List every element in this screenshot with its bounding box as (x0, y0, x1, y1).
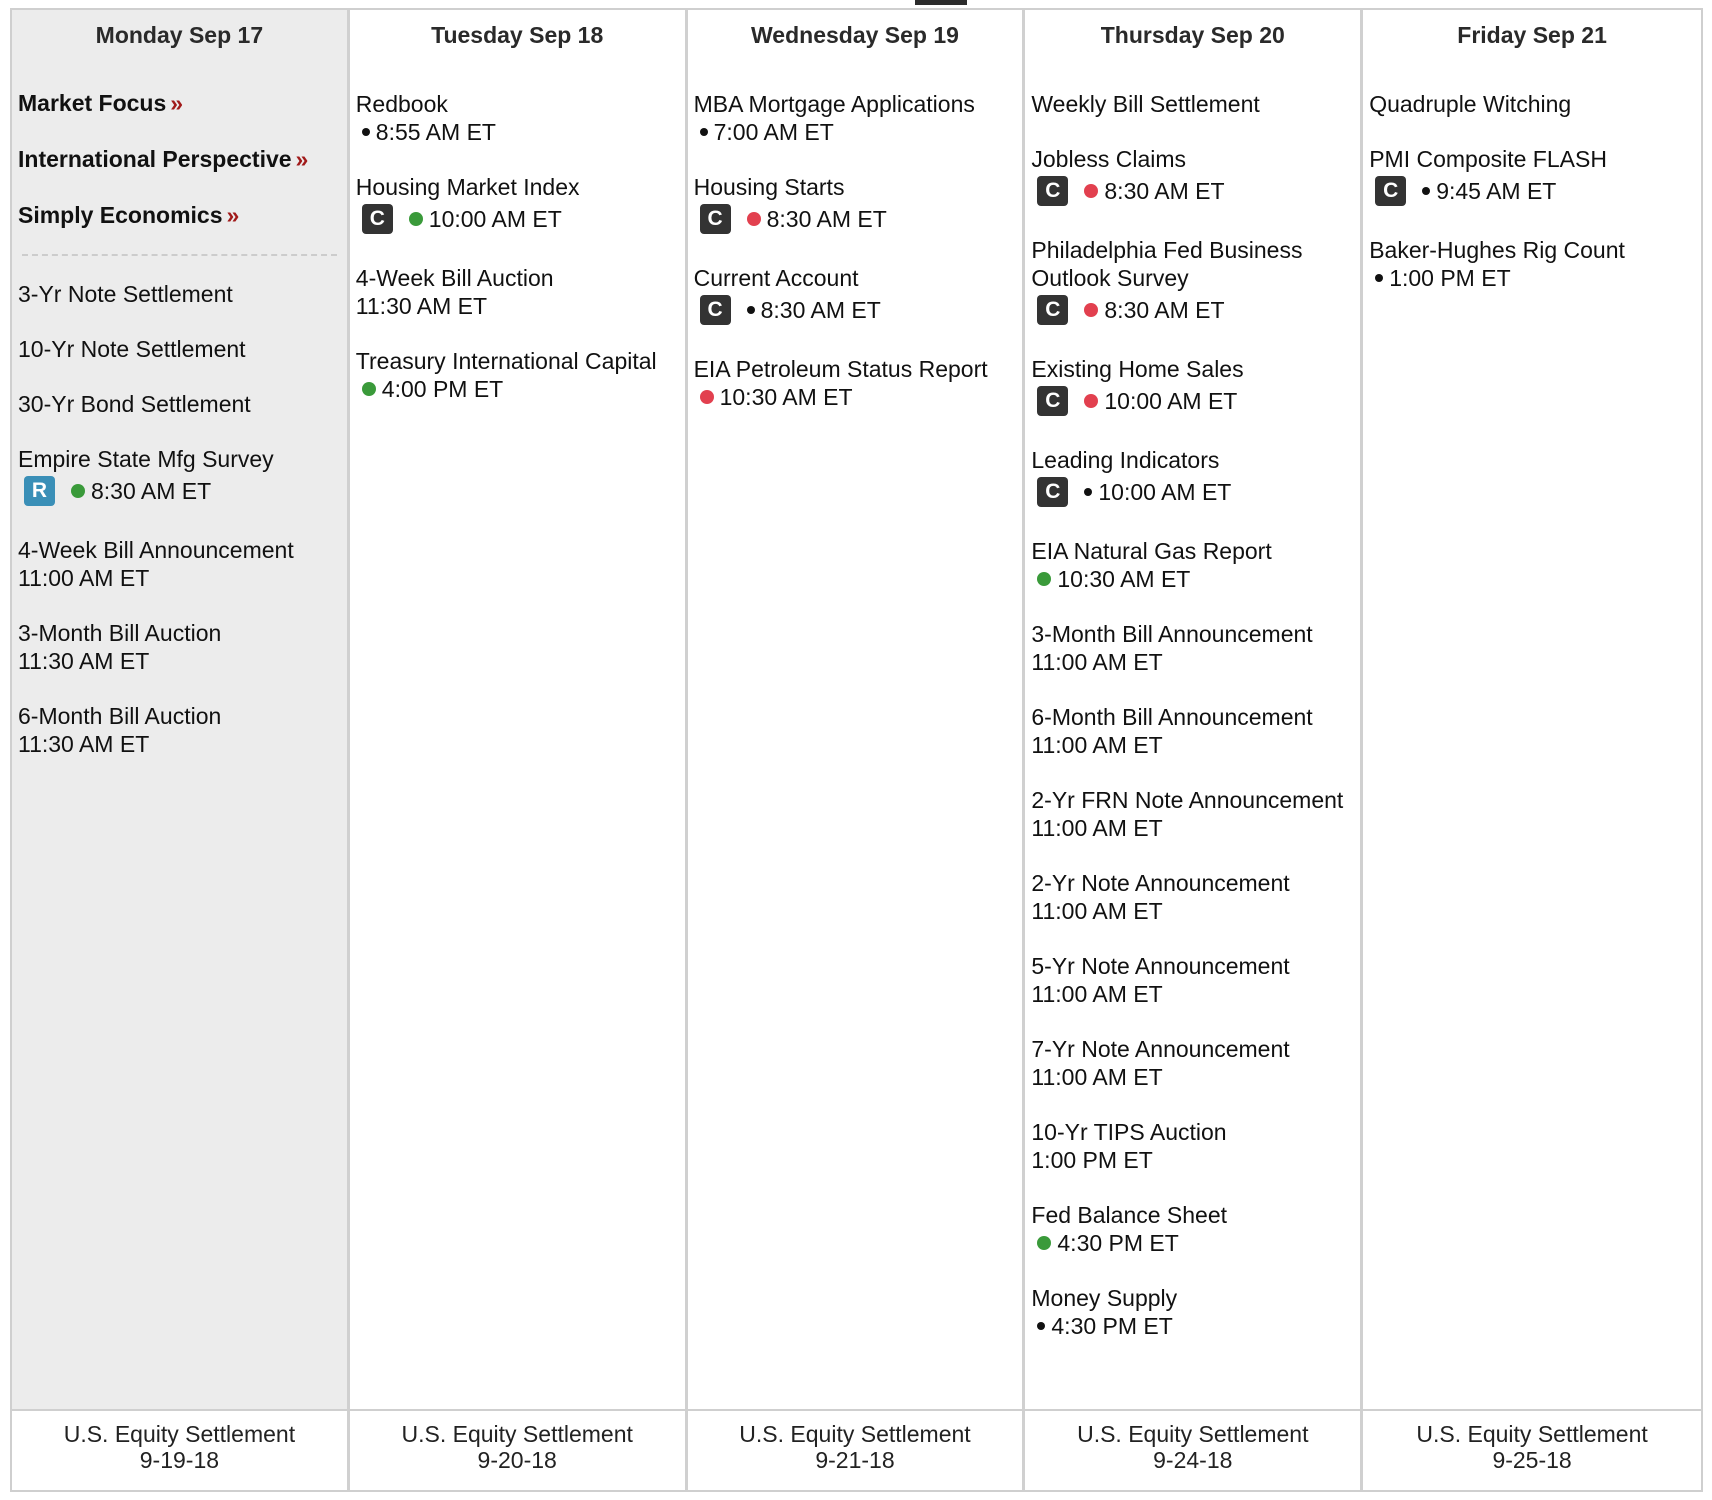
event-time: 10:30 AM ET (719, 384, 853, 410)
calendar-event (1031, 236, 1354, 328)
event-name-link[interactable]: Housing Market Index (355, 174, 580, 200)
calendar-event (694, 90, 1017, 146)
settlement-date: 9-19-18 (139, 1447, 220, 1474)
day-column (350, 10, 688, 1409)
event-time: 10:00 AM ET (1104, 388, 1238, 414)
calendar-event (1031, 90, 1354, 118)
event-time-line (1031, 1146, 1354, 1174)
consensus-badge-icon[interactable]: C (1037, 386, 1068, 416)
event-time-line (1031, 980, 1354, 1008)
event-time: 1:00 PM ET (1389, 265, 1511, 291)
event-time-line (18, 730, 341, 758)
consensus-badge-icon[interactable]: C (1037, 477, 1068, 507)
calendar-body (12, 10, 1701, 1409)
event-time: 1:00 PM ET (1031, 1147, 1153, 1173)
event-time-line (694, 292, 1017, 328)
event-name-link[interactable]: Baker-Hughes Rig Count (1369, 237, 1625, 263)
event-name-link[interactable]: 6-Month Bill Auction (18, 703, 222, 729)
calendar-event (694, 355, 1017, 411)
green-dot-icon (1037, 1236, 1051, 1250)
day-header: Wednesday Sep 19 (751, 22, 959, 48)
event-list (18, 280, 341, 758)
event-time-line (1031, 173, 1354, 209)
event-name-link[interactable]: 3-Yr Note Settlement (18, 281, 233, 307)
event-name-link[interactable]: 4-Week Bill Announcement (18, 537, 294, 563)
event-time: 4:30 PM ET (1051, 1313, 1173, 1339)
consensus-badge-icon[interactable]: C (1375, 176, 1406, 206)
event-time-line (1031, 648, 1354, 676)
event-time-line (356, 292, 679, 320)
focus-link-label: International Perspective (18, 146, 292, 172)
event-name-link[interactable]: 6-Month Bill Announcement (1031, 704, 1313, 730)
black-dot-icon (1375, 274, 1383, 282)
green-dot-icon (71, 484, 85, 498)
calendar-event (356, 264, 679, 320)
settlement-label: U.S. Equity Settlement (401, 1421, 633, 1448)
event-name-link[interactable]: 2-Yr Note Announcement (1031, 870, 1290, 896)
event-name-link[interactable]: EIA Petroleum Status Report (693, 356, 988, 382)
divider (22, 254, 337, 256)
calendar-event (18, 619, 341, 675)
calendar-event (18, 536, 341, 592)
green-dot-icon (409, 212, 423, 226)
event-name-link[interactable]: 4-Week Bill Auction (355, 265, 554, 291)
event-time: 8:30 AM ET (1104, 178, 1225, 204)
event-name-link[interactable]: Current Account (693, 265, 859, 291)
event-time: 4:30 PM ET (1057, 1230, 1179, 1256)
focus-link-label: Market Focus (18, 90, 167, 116)
settlement-label: U.S. Equity Settlement (63, 1421, 296, 1448)
event-time-line (1369, 264, 1695, 292)
red-dot-icon (1084, 184, 1098, 198)
event-time-line (1031, 1312, 1354, 1340)
event-time: 11:00 AM ET (1031, 732, 1163, 758)
calendar-event (18, 445, 341, 509)
event-name-link[interactable]: Philadelphia Fed Business Outlook Survey (1031, 237, 1303, 291)
black-dot-icon (1037, 1322, 1045, 1330)
calendar-event (1031, 446, 1354, 510)
event-time: 11:00 AM ET (1031, 649, 1163, 675)
event-time-line (1031, 292, 1354, 328)
event-name-link[interactable]: Quadruple Witching (1369, 91, 1572, 117)
event-name-link[interactable]: 10-Yr TIPS Auction (1031, 1119, 1227, 1145)
day-header: Monday Sep 17 (95, 22, 264, 48)
event-name-link[interactable]: Fed Balance Sheet (1031, 1202, 1228, 1228)
day-header: Thursday Sep 20 (1100, 22, 1285, 48)
event-list (1369, 90, 1695, 292)
green-dot-icon (362, 382, 376, 396)
calendar-event (18, 335, 341, 363)
event-name-link[interactable]: 3-Month Bill Auction (18, 620, 222, 646)
event-time: 8:30 AM ET (766, 206, 887, 232)
event-time-line (18, 647, 341, 675)
day-column (12, 10, 350, 1409)
calendar-event (1031, 620, 1354, 676)
day-column (1363, 10, 1701, 1409)
red-dot-icon (1084, 394, 1098, 408)
event-time-line (18, 564, 341, 592)
event-name-link[interactable]: Treasury International Capital (355, 348, 657, 374)
calendar-event (1031, 1118, 1354, 1174)
event-name-link[interactable]: MBA Mortgage Applications (693, 91, 975, 117)
economic-calendar-week (10, 8, 1703, 1492)
calendar-event (1031, 786, 1354, 842)
event-time: 11:30 AM ET (18, 731, 150, 757)
consensus-badge-icon[interactable]: C (1037, 176, 1068, 206)
settlement-footer-cell (688, 1411, 1026, 1490)
event-name-link[interactable]: Empire State Mfg Survey (18, 446, 274, 472)
settlement-footer-cell (1025, 1411, 1363, 1490)
black-dot-icon (1422, 187, 1430, 195)
black-dot-icon (747, 306, 755, 314)
event-time: 8:30 AM ET (1104, 297, 1225, 323)
settlement-footer-cell (1363, 1411, 1701, 1490)
event-time: 11:00 AM ET (1031, 898, 1163, 924)
calendar-event (1369, 236, 1695, 292)
calendar-event (1369, 90, 1695, 118)
calendar-event (356, 347, 679, 403)
calendar-event (1031, 537, 1354, 593)
event-time-line (694, 201, 1017, 237)
settlement-footer-cell (12, 1411, 350, 1490)
event-name-link[interactable]: 30-Yr Bond Settlement (18, 391, 251, 417)
event-name-link[interactable]: EIA Natural Gas Report (1031, 538, 1272, 564)
black-dot-icon (700, 128, 708, 136)
settlement-label: U.S. Equity Settlement (1416, 1421, 1648, 1448)
event-name-link[interactable]: 5-Yr Note Announcement (1031, 953, 1290, 979)
top-tab-indicator (915, 0, 967, 5)
double-chevron-right-icon: » (295, 146, 309, 172)
event-name-link[interactable]: Weekly Bill Settlement (1031, 91, 1260, 117)
event-time: 11:00 AM ET (18, 565, 150, 591)
calendar-event (1031, 1201, 1354, 1257)
black-dot-icon (362, 128, 370, 136)
event-time: 8:30 AM ET (760, 297, 881, 323)
event-time: 9:45 AM ET (1436, 178, 1557, 204)
focus-link-label: Simply Economics (18, 202, 223, 228)
calendar-event (1031, 952, 1354, 1008)
event-name-link[interactable]: Jobless Claims (1031, 146, 1187, 172)
event-name-link[interactable]: 10-Yr Note Settlement (18, 336, 246, 362)
event-name-link[interactable]: 7-Yr Note Announcement (1031, 1036, 1290, 1062)
event-time-line (1369, 173, 1695, 209)
settlement-date: 9-25-18 (1492, 1447, 1572, 1474)
event-time-line (1031, 474, 1354, 510)
event-time-line (1031, 1229, 1354, 1257)
event-time-line (694, 383, 1017, 411)
settlement-label: U.S. Equity Settlement (1077, 1421, 1309, 1448)
calendar-event (18, 280, 341, 308)
calendar-event (694, 173, 1017, 237)
event-time: 8:55 AM ET (375, 119, 496, 145)
focus-links (18, 90, 341, 229)
event-time-line (18, 473, 341, 509)
calendar-footer (12, 1409, 1701, 1490)
day-column (688, 10, 1026, 1409)
event-name-link[interactable]: Existing Home Sales (1031, 356, 1244, 382)
calendar-event (1031, 1284, 1354, 1340)
consensus-badge-icon[interactable]: C (700, 295, 731, 325)
event-time: 11:00 AM ET (1031, 981, 1163, 1007)
calendar-event (694, 264, 1017, 328)
event-time: 10:00 AM ET (1098, 479, 1232, 505)
event-list (356, 90, 679, 403)
settlement-date: 9-24-18 (1153, 1447, 1233, 1474)
event-name-link[interactable]: Housing Starts (693, 174, 845, 200)
event-time-line (1031, 1063, 1354, 1091)
event-time: 11:30 AM ET (355, 293, 488, 319)
focus-link[interactable] (18, 90, 341, 117)
calendar-event (18, 390, 341, 418)
event-time-line (1031, 814, 1354, 842)
calendar-event (356, 90, 679, 146)
event-time-line (356, 375, 679, 403)
event-list (1031, 90, 1354, 1340)
event-time-line (1031, 731, 1354, 759)
event-name-link[interactable]: Leading Indicators (1031, 447, 1220, 473)
settlement-label: U.S. Equity Settlement (739, 1421, 971, 1448)
focus-link[interactable] (18, 146, 341, 173)
consensus-badge-icon[interactable]: C (1037, 295, 1068, 325)
double-chevron-right-icon: » (170, 90, 184, 116)
calendar-event (1369, 145, 1695, 209)
settlement-date: 9-21-18 (815, 1447, 895, 1474)
event-time: 11:00 AM ET (1031, 815, 1163, 841)
settlement-footer-cell (350, 1411, 688, 1490)
red-dot-icon (1084, 303, 1098, 317)
event-list (694, 90, 1017, 411)
day-header: Tuesday Sep 18 (431, 22, 604, 48)
green-dot-icon (1037, 572, 1051, 586)
consensus-badge-icon[interactable]: C (362, 204, 393, 234)
black-dot-icon (1084, 488, 1092, 496)
red-dot-icon (747, 212, 761, 226)
settlement-date: 9-20-18 (477, 1447, 557, 1474)
calendar-event (1031, 869, 1354, 925)
event-time: 7:00 AM ET (713, 119, 834, 145)
day-header: Friday Sep 21 (1457, 22, 1607, 48)
consensus-badge-icon[interactable]: C (700, 204, 731, 234)
event-time: 10:30 AM ET (1057, 566, 1191, 592)
event-time-line (1031, 565, 1354, 593)
event-time-line (694, 118, 1017, 146)
double-chevron-right-icon: » (226, 202, 240, 228)
event-name-link[interactable]: 3-Month Bill Announcement (1031, 621, 1313, 647)
event-time-line (356, 201, 679, 237)
event-time: 11:30 AM ET (18, 648, 150, 674)
calendar-event (1031, 355, 1354, 419)
event-time: 11:00 AM ET (1031, 1064, 1163, 1090)
event-time-line (1031, 383, 1354, 419)
event-name-link[interactable]: PMI Composite FLASH (1369, 146, 1607, 172)
calendar-event (1031, 703, 1354, 759)
calendar-event (1031, 145, 1354, 209)
red-dot-icon (700, 390, 714, 404)
calendar-event (1031, 1035, 1354, 1091)
event-time-line (356, 118, 679, 146)
event-name-link[interactable]: Redbook (355, 91, 448, 117)
day-column (1025, 10, 1363, 1409)
focus-link[interactable] (18, 202, 341, 229)
recap-badge-icon[interactable]: R (24, 476, 55, 506)
calendar-event (18, 702, 341, 758)
event-time-line (1031, 897, 1354, 925)
event-time: 4:00 PM ET (381, 376, 504, 402)
event-time: 8:30 AM ET (91, 478, 212, 504)
event-name-link[interactable]: 2-Yr FRN Note Announcement (1031, 787, 1344, 813)
calendar-event (356, 173, 679, 237)
event-name-link[interactable]: Money Supply (1031, 1285, 1178, 1311)
event-time: 10:00 AM ET (428, 206, 562, 232)
